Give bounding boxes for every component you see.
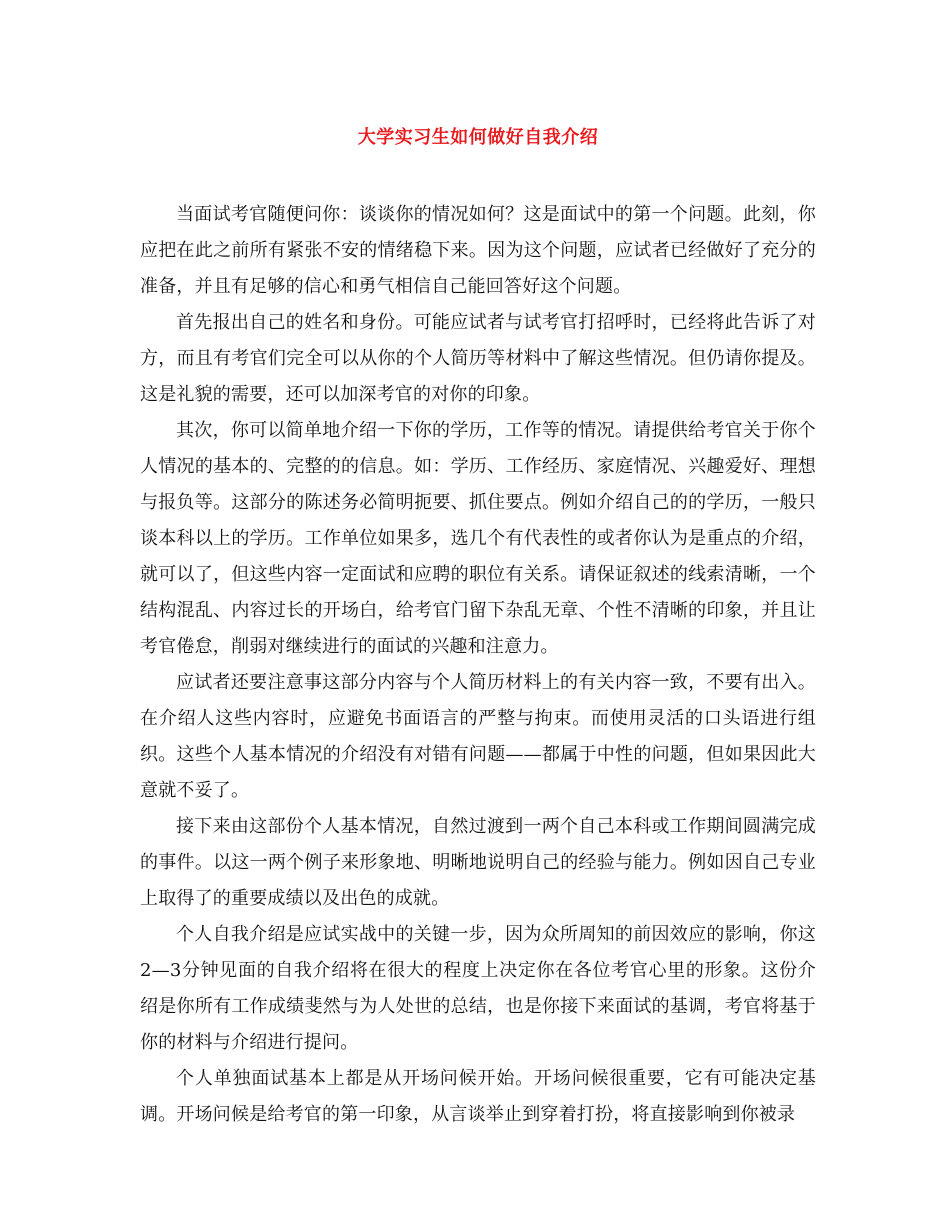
- paragraph-6: 个人自我介绍是应试实战中的关键一步，因为众所周知的前因效应的影响，你这2—3分钟见面的自我介绍将在很大的程度上决定你在各位考官心里的形象。这份介绍是你所有工作成绩斐然与为人处世的总结，也是你接下来面试的基调，考官将基于你的材料与介绍进行提问。: [140, 924, 816, 1053]
- paragraph-2: 首先报出自己的姓名和身份。可能应试者与试考官打招呼时，已经将此告诉了对方，而且有考官们完全可以从你的个人简历等材料中了解这些情况。但仍请你提及。这是礼貌的需要，还可以加深考官的对你的印象。: [140, 312, 816, 405]
- paragraph-1: 当面试考官随便问你：谈谈你的情况如何？这是面试中的第一个问题。此刻，你应把在此之前所有紧张不安的情绪稳下来。因为这个问题，应试者已经做好了充分的准备，并且有足够的信心和勇气相信自己能回答好这个问题。: [140, 204, 816, 297]
- document-title: 大学实习生如何做好自我介绍: [357, 127, 599, 148]
- paragraph-7: 个人单独面试基本上都是从开场问候开始。开场问候很重要，它有可能决定基调。开场问候是给考官的第一印象，从言谈举止到穿着打扮，将直接影响到你被录: [140, 1068, 816, 1125]
- paragraph-4: 应试者还要注意事这部分内容与个人简历材料上的有关内容一致，不要有出入。在介绍人这些内容时，应避免书面语言的严整与拘束。而使用灵活的口头语进行组织。这些个人基本情况的介绍没有对错有问题——都属于中性的问题，但如果因此大意就不妥了。: [140, 672, 816, 801]
- paragraph-3: 其次，你可以简单地介绍一下你的学历，工作等的情况。请提供给考官关于你个人情况的基本的、完整的的信息。如：学历、工作经历、家庭情况、兴趣爱好、理想与报负等。这部分的陈述务必简明扼要、抓住要点。例如介绍自己的的学历，一般只谈本科以上的学历。工作单位如果多，选几个有代表性的或者你认为是重点的介绍，就可以了，但这些内容一定面试和应聘的职位有关系。请保证叙述的线索清晰，一个结构混乱、内容过长的开场白，给考官门留下杂乱无章、个性不清晰的印象，并且让考官倦怠，削弱对继续进行的面试的兴趣和注意力。: [140, 420, 816, 657]
- document-body: [140, 197, 816, 1133]
- paragraph-5: 接下来由这部份个人基本情况，自然过渡到一两个自己本科或工作期间圆满完成的事件。以这一两个例子来形象地、明晰地说明自己的经验与能力。例如因自己专业上取得了的重要成绩以及出色的成就。: [140, 816, 816, 909]
